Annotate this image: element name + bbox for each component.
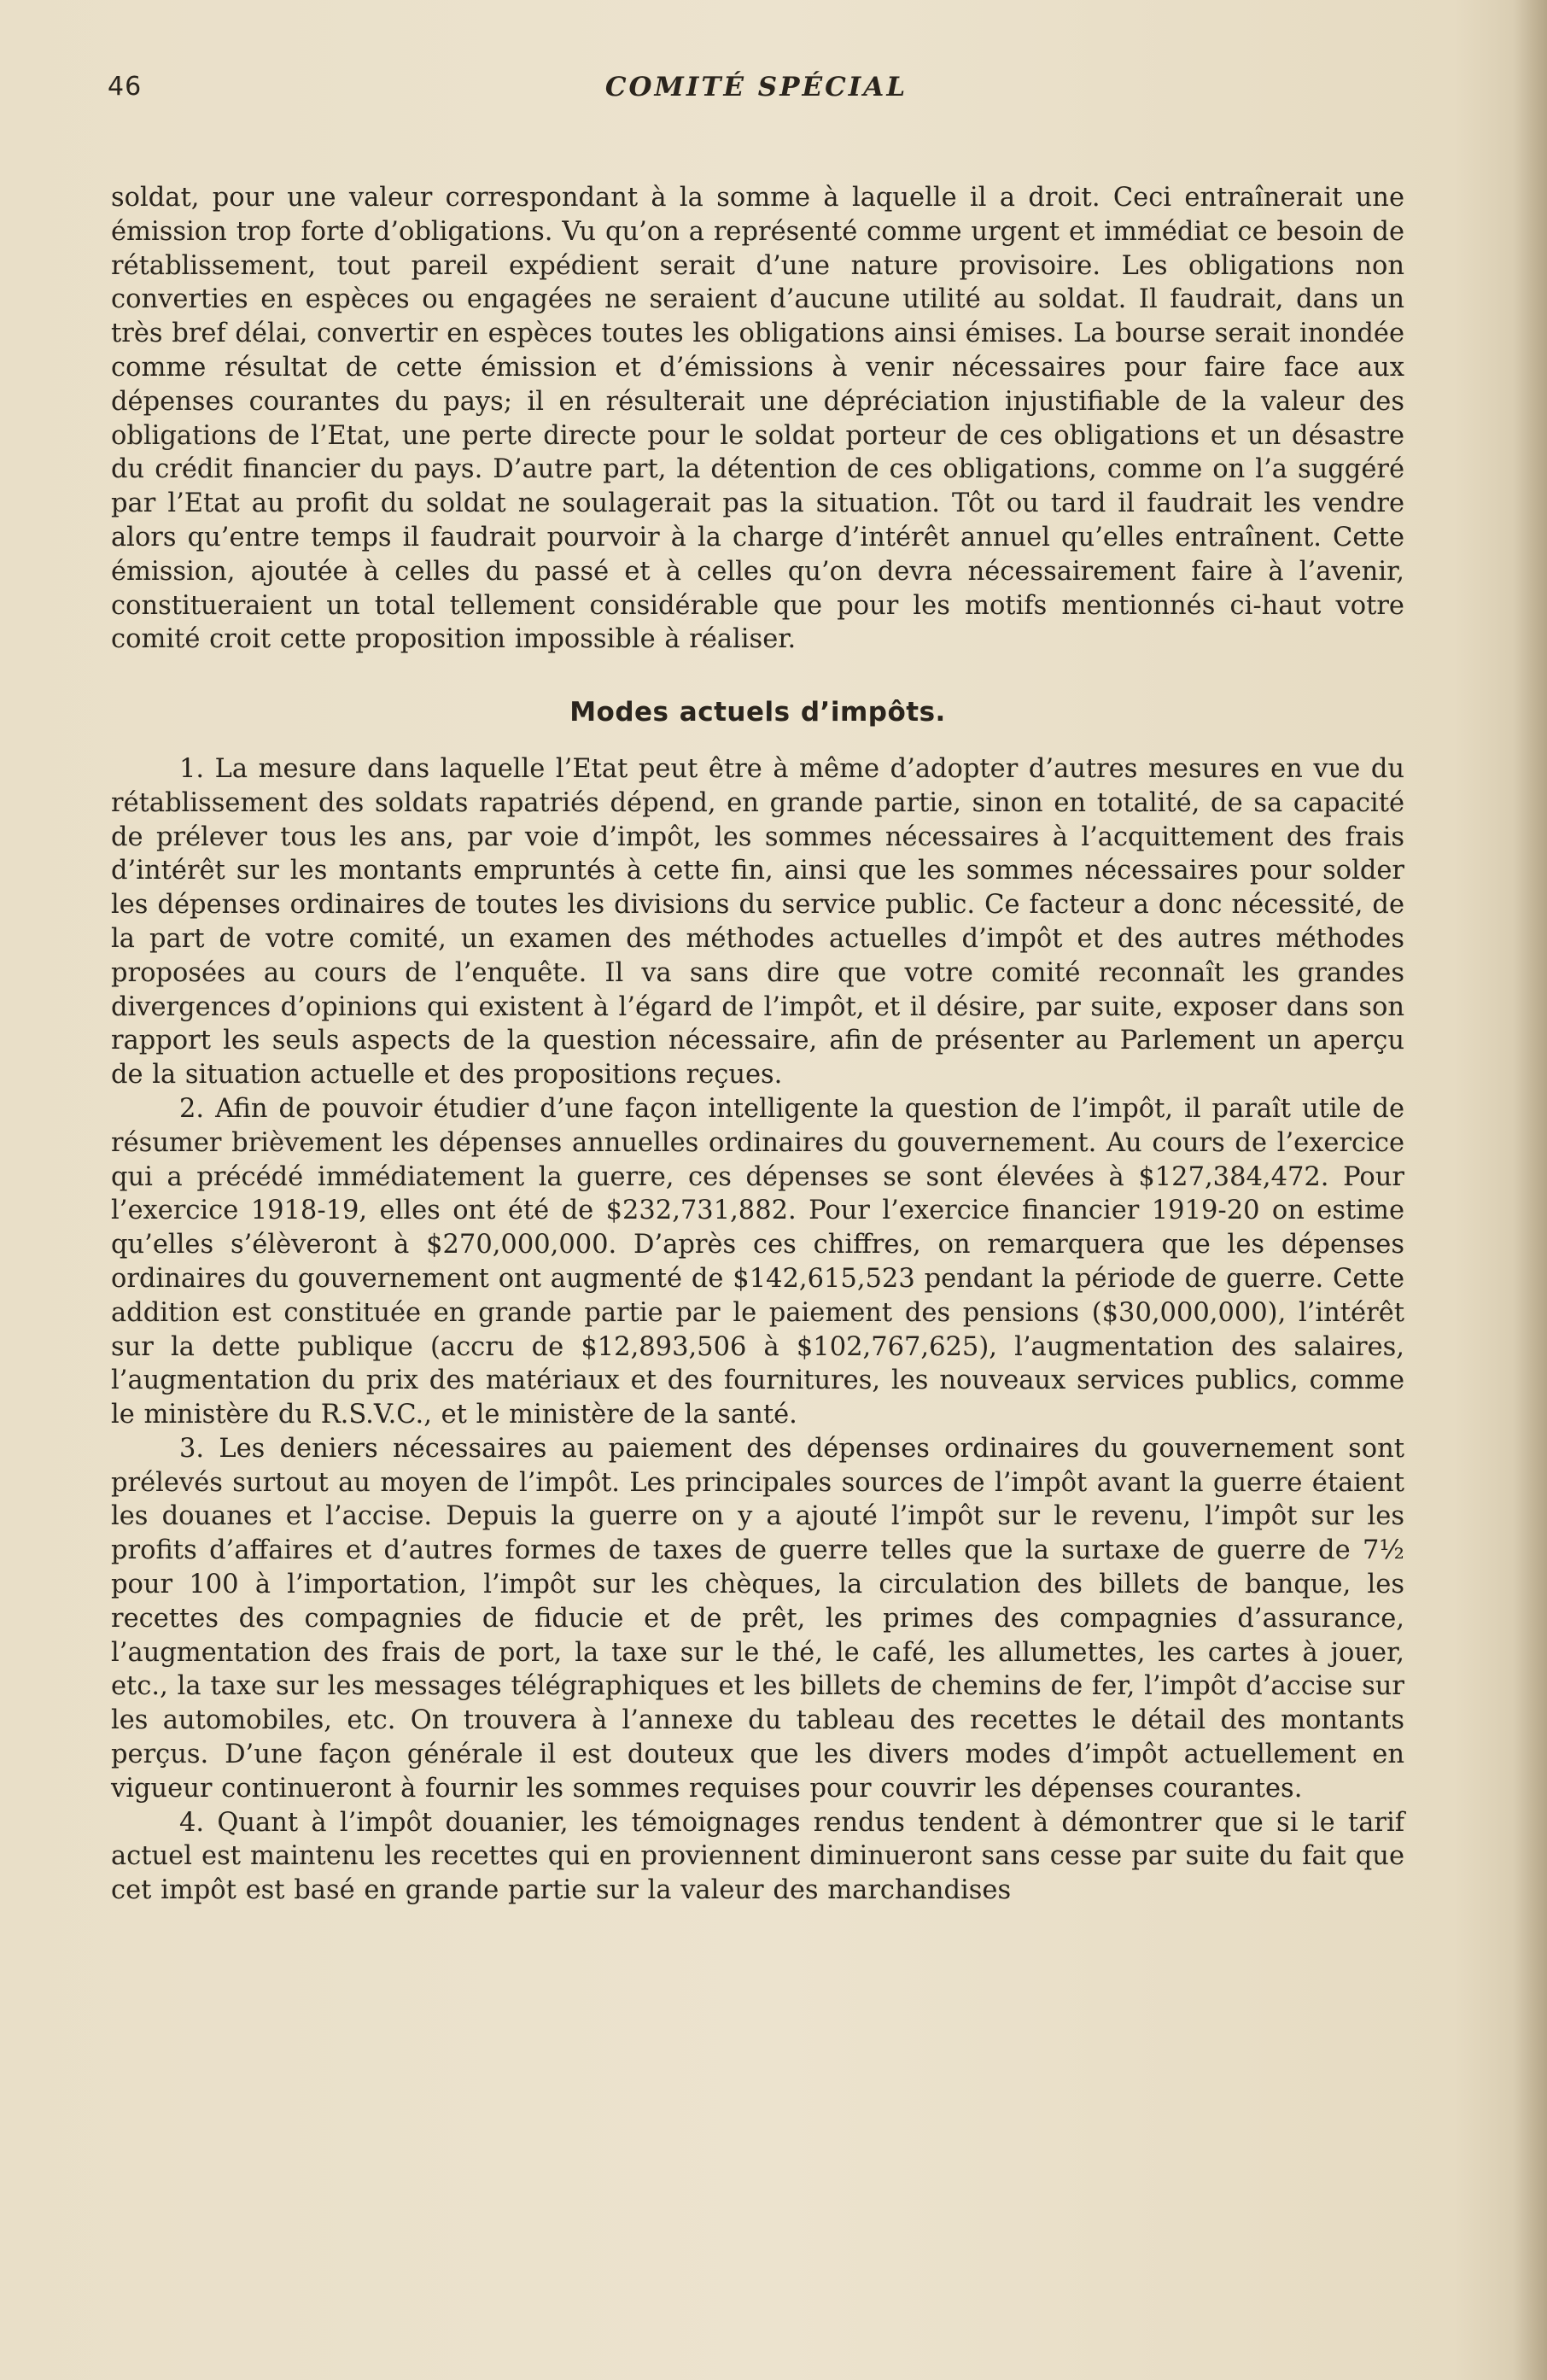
paragraph-continuation: soldat, pour une valeur correspondant à la somme à laquelle il a droit. Ceci entraînerait une émission trop forte d’obligations. Vu qu’on a représenté comme urgent et immédiat ce besoin de rétablissement, tout pareil expédient serait d’une nature provisoire. Les obligations non converties en espèces ou engagées ne seraient d’aucune utilité au soldat. Il faudrait, dans un très bref délai, convertir en espèces toutes les obligations ainsi émises. La bourse serait inondée comme résultat de cette émission et d’émissions à venir nécessaires pour faire face aux dépenses courantes du pays; il en résulterait une dépréciation injustifiable de la valeur des obligations de l’Etat, une perte directe pour le soldat porteur de ces obligations et un désastre du crédit financier du pays. D’autre part, la détention de ces obligations, comme on l’a suggéré par l’Etat au profit du soldat ne soulagerait pas la situation. Tôt ou tard il faudrait les vendre alors qu’entre temps il faudrait pourvoir à la charge d’intérêt annuel qu’elles entraînent. Cette émission, ajoutée à celles du passé et à celles qu’on devra nécessairement faire à l’avenir, constitueraient un total tellement considérable que pour les motifs mentionnés ci-haut votre comité croit cette proposition impossible à réaliser.: [111, 183, 1404, 655]
paragraph-4: 4. Quant à l’impôt douanier, les témoignages rendus tendent à démontrer que si le tarif actuel est maintenu les recettes qui en proviennent diminueront sans cesse par suite du fait que cet impôt est basé en grande partie sur la valeur des marchandises: [111, 1807, 1404, 1906]
page-number: 46: [108, 72, 143, 102]
page-edge-shadow: [1513, 0, 1547, 2380]
running-title: COMITÉ SPÉCIAL: [604, 72, 908, 102]
page-header: [108, 72, 1405, 114]
paragraph-2: 2. Afin de pouvoir étudier d’une façon intelligente la question de l’impôt, il paraît utile de résumer brièvement les dépenses annuelles ordinaires du gouvernement. Au cours de l’exercice qui a précédé immédiatement la guerre, ces dépenses se sont élevées à $127,384,472. Pour l’exercice 1918-19, elles ont été de $232,731,882. Pour l’exercice financier 1919-20 on estime qu’elles s’élèveront à $270,000,000. D’après ces chiffres, on remarquera que les dépenses ordinaires du gouvernement ont augmenté de $142,615,523 pendant la période de guerre. Cette addition est constituée en grande partie par le paiement des pensions ($30,000,000), l’intérêt sur la dette publique (accru de $12,893,506 à $102,767,625), l’augmentation des salaires, l’augmentation du prix des matériaux et des fournitures, les nouveaux services publics, comme le ministère du R.S.V.C., et le ministère de la santé.: [111, 1093, 1404, 1430]
paragraph-3: 3. Les deniers nécessaires au paiement des dépenses ordinaires du gouvernement sont prélevés surtout au moyen de l’impôt. Les principales sources de l’impôt avant la guerre étaient les douanes et l’accise. Depuis la guerre on y a ajouté l’impôt sur le revenu, l’impôt sur les profits d’affaires et d’autres formes de taxes de guerre telles que la surtaxe de guerre de 7½ pour 100 à l’importation, l’impôt sur les chèques, la circulation des billets de banque, les recettes des compagnies de fiducie et de prêt, les primes des compagnies d’assurance, l’augmentation des frais de port, la taxe sur le thé, le café, les allumettes, les cartes à jouer, etc., la taxe sur les messages télégraphiques et les billets de chemins de fer, l’impôt d’accise sur les automobiles, etc. On trouvera à l’annexe du tableau des recettes le détail des montants perçus. D’une façon générale il est douteux que les divers modes d’impôt actuellement en vigueur continueront à fournir les sommes requises pour couvrir les dépenses courantes.: [111, 1433, 1404, 1804]
paragraph-1: 1. La mesure dans laquelle l’Etat peut être à même d’adopter d’autres mesures en vue du rétablissement des soldats rapatriés dépend, en grande partie, sinon en totalité, de sa capacité de prélever tous les ans, par voie d’impôt, les sommes nécessaires à l’acquittement des frais d’intérêt sur les montants empruntés à cette fin, ainsi que les sommes nécessaires pour solder les dépenses ordinaires de toutes les divisions du service public. Ce facteur a donc nécessité, de la part de votre comité, un examen des méthodes actuelles d’impôt et des autres méthodes proposées au cours de l’enquête. Il va sans dire que votre comité reconnaît les grandes divergences d’opinions qui existent à l’égard de l’impôt, et il désire, par suite, exposer dans son rapport les seuls aspects de la question nécessaire, afin de présenter au Parlement un aperçu de la situation actuelle et des propositions reçues.: [111, 753, 1404, 1091]
body-text: [111, 181, 1404, 1908]
section-heading: Modes actuels d’impôts.: [569, 697, 946, 728]
